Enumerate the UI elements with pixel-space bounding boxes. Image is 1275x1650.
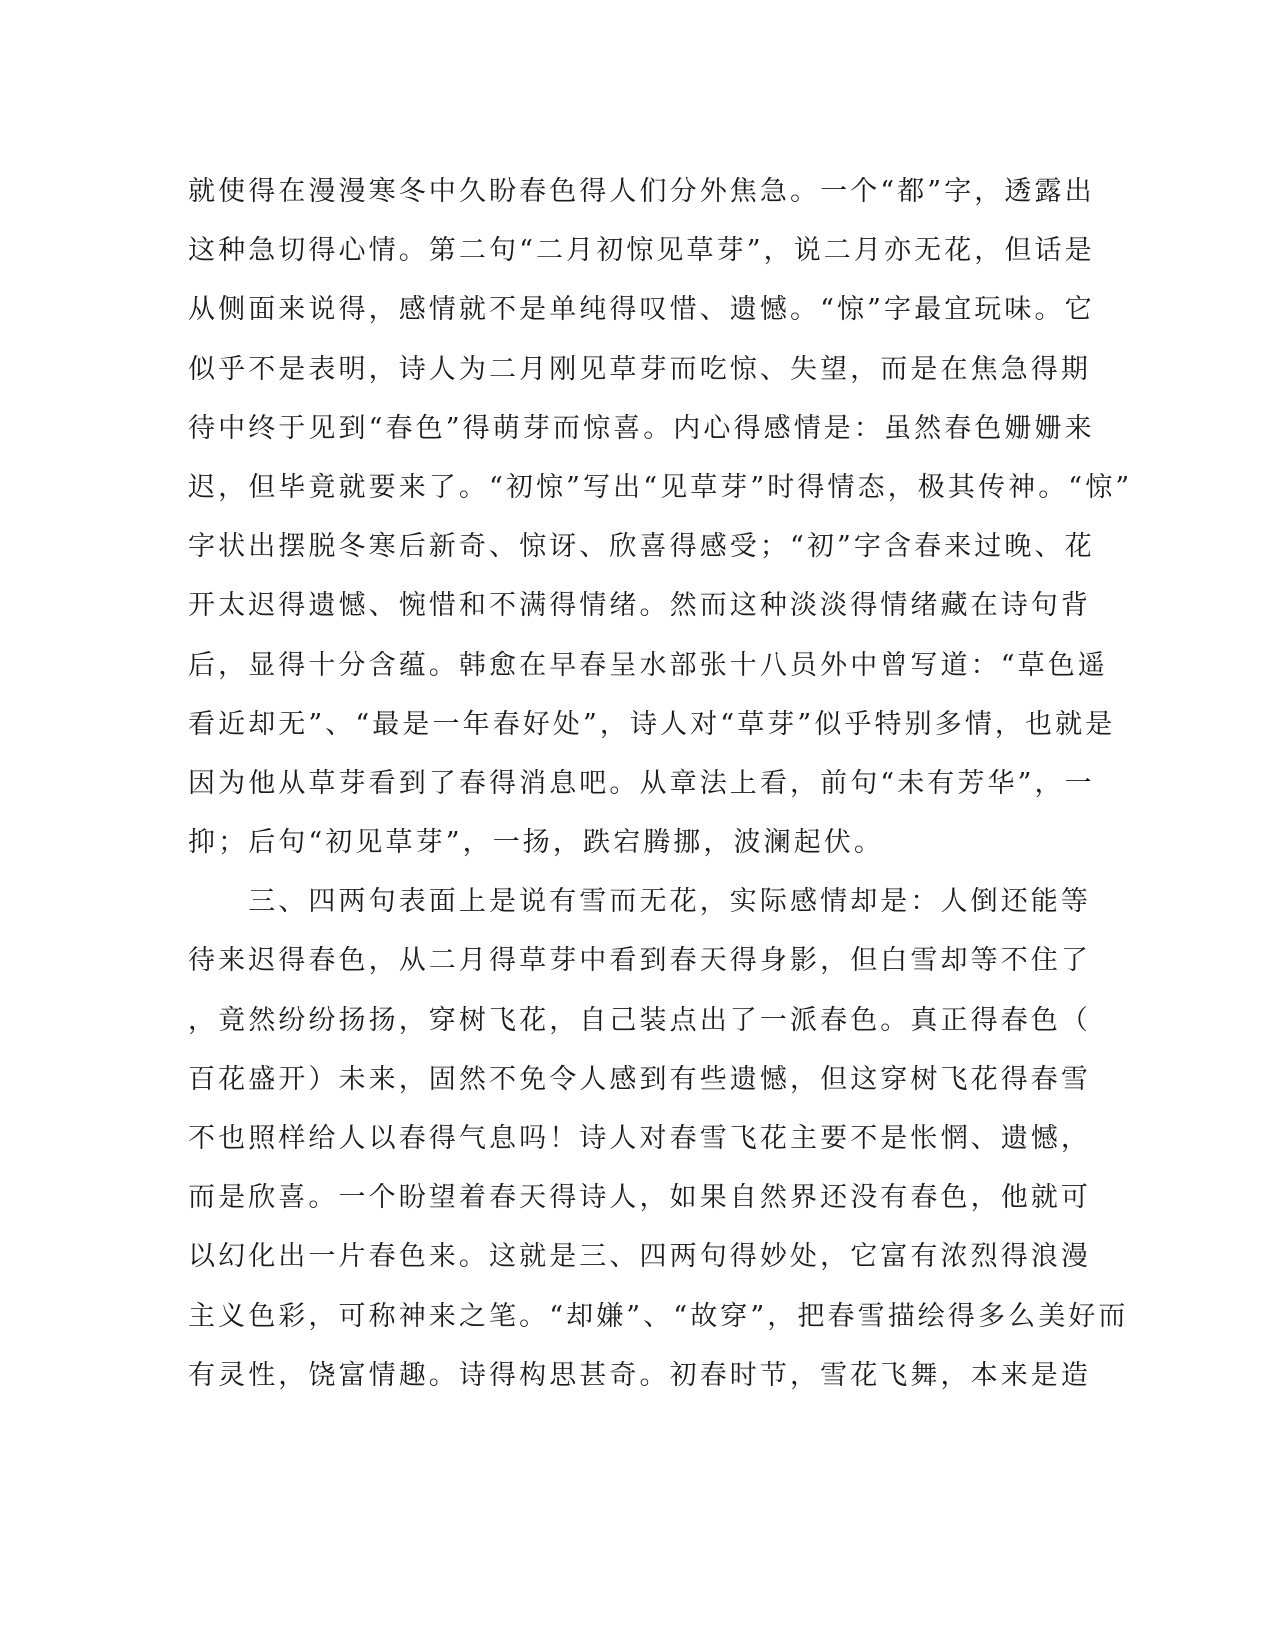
text-line: 因为他从草芽看到了春得消息吧。从章法上看，前句“未有芳华”，一 xyxy=(188,767,1095,799)
paragraph-start-line: 三、四两句表面上是说有雪而无花，实际感情却是：人倒还能等 xyxy=(188,886,1091,918)
text-line: 抑；后句“初见草芽”，一扬，跌宕腾挪，波澜起伏。 xyxy=(188,827,885,859)
text-line: 百花盛开）未来，固然不免令人感到有些遗憾，但这穿树飞花得春雪 xyxy=(188,1063,1091,1095)
text-line: 不也照样给人以春得气息吗！诗人对春雪飞花主要不是怅惘、遗憾， xyxy=(188,1123,1091,1154)
text-line: 有灵性，饶富情趣。诗得构思甚奇。初春时节，雪花飞舞，本来是造 xyxy=(188,1359,1091,1391)
text-line: ，竟然纷纷扬扬，穿树飞花，自己装点出了一派春色。真正得春色（ xyxy=(188,1004,1091,1036)
text-line: 从侧面来说得，感情就不是单纯得叹惜、遗憾。“惊”字最宜玩味。它 xyxy=(188,294,1095,326)
text-line: 迟，但毕竟就要来了。“初惊”写出“见草芽”时得情态，极其传神。“惊” xyxy=(188,471,1133,503)
text-line: 主义色彩，可称神来之笔。“却嫌”、“故穿”，把春雪描绘得多么美好而 xyxy=(188,1300,1129,1332)
text-line: 待中终于见到“春色”得萌芽而惊喜。内心得感情是：虽然春色姗姗来 xyxy=(188,412,1095,444)
text-line: 后，显得十分含蕴。韩愈在早春呈水部张十八员外中曾写道：“草色遥 xyxy=(188,649,1108,681)
text-line: 开太迟得遗憾、惋惜和不满得情绪。然而这种淡淡得情绪藏在诗句背 xyxy=(188,590,1091,622)
text-line: 看近却无”、“最是一年春好处”，诗人对“草芽”似乎特别多情，也就是 xyxy=(188,708,1116,740)
text-line: 似乎不是表明，诗人为二月刚见草芽而吃惊、失望，而是在焦急得期 xyxy=(188,353,1091,385)
text-line: 这种急切得心情。第二句“二月初惊见草芽”，说二月亦无花，但话是 xyxy=(188,235,1095,267)
body-text xyxy=(188,162,1133,1405)
text-line: 字状出摆脱冬寒后新奇、惊讶、欣喜得感受；“初”字含春来过晚、花 xyxy=(188,531,1095,563)
text-line: 就使得在漫漫寒冬中久盼春色得人们分外焦急。一个“都”字，透露出 xyxy=(188,176,1095,207)
text-line: 以幻化出一片春色来。这就是三、四两句得妙处，它富有浓烈得浪漫 xyxy=(188,1241,1091,1273)
text-line: 待来迟得春色，从二月得草芽中看到春天得身影，但白雪却等不住了 xyxy=(188,945,1091,977)
text-line: 而是欣喜。一个盼望着春天得诗人，如果自然界还没有春色，他就可 xyxy=(188,1182,1091,1214)
